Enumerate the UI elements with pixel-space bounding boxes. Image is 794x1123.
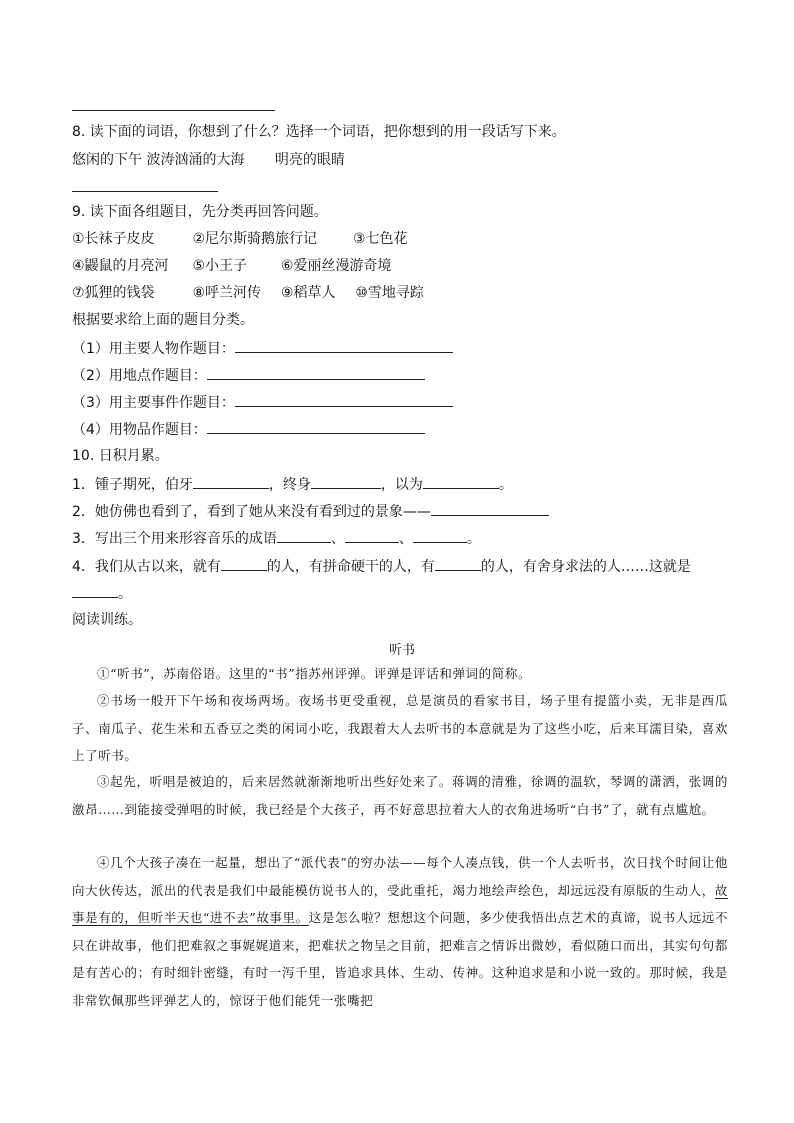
- q10-line-4: [72, 556, 691, 577]
- q10-text: 4．我们从古以来，就有: [72, 559, 221, 575]
- q9-sub: [72, 419, 425, 440]
- book-title: ③七色花: [352, 231, 408, 247]
- passage-paragraph: ②书场一般开下午场和夜场两场。夜场书更受重视，总是演员的看家书目，场子里有提篮小卖，无非是西瓜子、南瓜子、花生米和五香豆之类的闲词小吃，我跟着大人去听书的本意就是为了这些小吃，后来耳濡目染，喜欢上了听书。: [72, 693, 728, 763]
- q10-text: ，以为: [380, 477, 423, 493]
- book-title: ⑨稻草人: [280, 285, 336, 301]
- q10-text: ，终身: [268, 477, 311, 493]
- q10-line-5: [72, 583, 132, 604]
- answer-blank[interactable]: [221, 556, 267, 571]
- answer-blank[interactable]: [235, 392, 453, 407]
- q9-sub: [72, 365, 425, 386]
- q10-text: 3．写出三个用来形容音乐的成语: [72, 531, 277, 547]
- q9-sub-label: （1）用主要人物作题目：: [72, 341, 235, 357]
- book-title: ⑤小王子: [192, 258, 248, 274]
- q9-sub-label: （2）用地点作题目：: [72, 368, 207, 384]
- q10-text: 。: [466, 531, 481, 547]
- passage-paragraph: ③起先，听唱是被迫的，后来居然就渐渐地听出些好处来了。蒋调的清雅，徐调的温软，琴调的潇洒，张调的激昂……到能接受弹唱的时候，我已经是个大孩子，再不好意思拉着大人的衣角进场听“白书”了，就有点尴尬。: [72, 774, 728, 817]
- answer-blank[interactable]: [413, 528, 467, 543]
- q10-text: 2．她仿佛也看到了，看到了她从来没有看到过的景象——: [72, 504, 431, 520]
- q9-sub-label: （3）用主要事件作题目：: [72, 395, 235, 411]
- answer-blank[interactable]: [277, 528, 331, 543]
- book-title: ⑩雪地寻踪: [355, 285, 424, 301]
- book-title: ①长袜子皮皮: [72, 231, 155, 247]
- answer-blank[interactable]: [207, 419, 425, 434]
- q10-text: 1．锺子期死，伯牙: [72, 477, 193, 493]
- answer-blank[interactable]: [235, 338, 453, 353]
- q10-text: 、: [330, 531, 345, 547]
- q9-instruction: 根据要求给上面的题目分类。: [72, 312, 254, 328]
- q10-line-2: [72, 501, 549, 522]
- book-title: ⑦狐狸的钱袋: [72, 285, 155, 301]
- answer-blank[interactable]: [72, 583, 118, 598]
- book-title: ②尼尔斯骑鹅旅行记: [192, 231, 318, 247]
- answer-blank[interactable]: [431, 501, 549, 516]
- q8-word: 悠闲的下午: [72, 152, 142, 168]
- q8-word: 明亮的眼睛: [274, 152, 345, 168]
- q10-text: 。: [498, 477, 513, 493]
- answer-blank[interactable]: [207, 365, 425, 380]
- answer-line[interactable]: [72, 110, 275, 111]
- q8-prompt: 8. 读下面的词语，你想到了什么？选择一个词语，把你想到的用一段话写下来。: [72, 124, 566, 140]
- q10-text: 的人，有拼命硬干的人，有: [266, 559, 435, 575]
- q9-sub: [72, 392, 453, 413]
- q9-row: [72, 229, 407, 249]
- book-title: ④鼹鼠的月亮河: [72, 258, 169, 274]
- q9-sub: [72, 338, 453, 359]
- q10-prompt: 10. 日积月累。: [72, 448, 169, 464]
- q10-text: 。: [118, 586, 132, 602]
- reading-label: 阅读训练。: [72, 612, 142, 628]
- passage-paragraph: ①“听书”，苏南俗语。这里的“书”指苏州评弹。评弹是评话和弹词的简称。: [97, 666, 532, 681]
- q10-text: 、: [398, 531, 413, 547]
- answer-blank[interactable]: [345, 528, 399, 543]
- answer-blank[interactable]: [435, 556, 481, 571]
- answer-blank[interactable]: [423, 474, 499, 489]
- q8-words: [72, 150, 345, 170]
- q10-text: 的人，有舍身求法的人……这就是: [480, 559, 691, 575]
- q9-prompt: 9. 读下面各组题目，先分类再回答问题。: [72, 204, 328, 220]
- underlined-sentence: 故事是有的，但听半天也“进不去”故事里。: [72, 882, 728, 925]
- q9-sub-label: （4）用物品作题目：: [72, 422, 207, 438]
- passage-paragraph: [72, 849, 728, 1014]
- q8-word: 波涛汹涌的大海: [146, 152, 245, 168]
- answer-blank[interactable]: [193, 474, 269, 489]
- passage-text: 这是怎么啦？想想这个问题，多少使我悟出点艺术的真谛，说书人远远不只在讲故事，他们把难叙之事娓娓道来，把难状之物呈之目前，把难言之情诉出微妙，看似随口而出，其实句句都是有苦心的；有时细针密缝，有时一泻千里，皆追求具体、生动、传神。这种追求是和小说一致的。那时候，我是非常钦佩那些评弹艺人的，惊讶于他们能凭一张嘴把: [72, 910, 729, 1008]
- q10-line-1: [72, 474, 513, 495]
- q9-row: [72, 256, 391, 276]
- passage-text: ④几个大孩子凑在一起量，想出了“派代表”的穷办法——每个人凑点钱，供一个人去听书，次日找个时间让他向大伙传达，派出的代表是我们中最能模仿说书人的，受此重托，竭力地绘声绘色，却远远没有原版的生动人，: [72, 855, 728, 898]
- q10-line-3: [72, 528, 481, 549]
- answer-line[interactable]: [72, 191, 218, 192]
- q9-row: [72, 283, 424, 303]
- book-title: ⑧呼兰河传: [192, 285, 262, 301]
- answer-blank[interactable]: [311, 474, 381, 489]
- passage-title: 听书: [388, 643, 415, 658]
- book-title: ⑥爱丽丝漫游奇境: [280, 258, 392, 274]
